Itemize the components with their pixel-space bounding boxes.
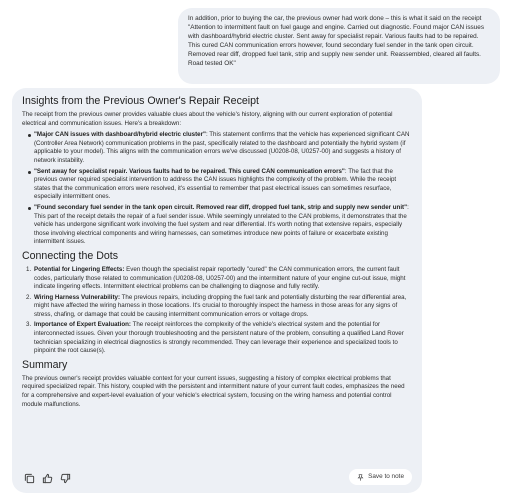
copy-button[interactable]	[22, 471, 36, 485]
connecting-dots-list	[22, 266, 412, 356]
receipt-breakdown-list	[22, 131, 412, 247]
thumbs-up-button[interactable]	[40, 471, 54, 485]
list-item	[34, 131, 412, 165]
list-item	[26, 321, 412, 355]
list-item-bold: "Found secondary fuel sender in the tank open circuit. Removed rear diff, dropped fuel tank, strip and supply new sender unit"	[34, 203, 408, 211]
list-item-text: : The fact that the previous owner required specialist intervention to address the CAN issues highlights the complexity of the problem. While the receipt states that the communication errors were resolved, it's essential to remember that past electrical issues can sometimes resurface, especially intermittent ones.	[34, 167, 397, 201]
heading-summary: Summary	[22, 358, 68, 371]
list-item-bold: Potential for Lingering Effects:	[34, 265, 125, 273]
list-number: 2.	[26, 293, 32, 301]
list-item-text: : This statement confirms that the vehicle has experienced significant CAN (Controller Area Network) communication problems in the past, specifically related to the dashboard and potentially the hybrid system (if applicable to your model). This aligns with the communication errors we've discussed (U0208-08, U0257-00) and suggests a history of network instability.	[34, 131, 410, 164]
intro-paragraph: The receipt from the previous owner provides valuable clues about the vehicle's history, aligning with our current exploration of potential electrical and communication issues. Here's a breakdown:	[22, 111, 393, 127]
list-item-bold: "Major CAN issues with dashboard/hybrid electric cluster"	[34, 131, 206, 139]
list-item-text: Even though the specialist repair reportedly "cured" the CAN communication errors, the current fault codes, particularly those related to communication (U0208-08, U0257-00) and the intermittent nature of your engine cut-out issue, might indicate lingering effects. Intermittent electrical problems can be challenging to diagnose and fully rectify.	[34, 265, 406, 291]
user-message-text: In addition, prior to buying the car, the previous owner had work done – this is what it said on the receipt "Attention to intermittent fault on fuel gauge and engine. Carried out diagnostic. Found major CAN issues with dashboard/hybrid electric cluster. Sent away for specialist repair. Various faults had to be repaired. This cured CAN communication errors however, found secondary fuel sender in the tank open circuit. Removed rear diff, dropped fuel tank, strip and supply new sender unit. Reassembled, cleared all faults. Road tested OK"	[188, 15, 485, 68]
list-item	[26, 293, 412, 320]
thumbs-up-icon	[42, 473, 53, 484]
list-item	[34, 204, 412, 247]
list-number: 3.	[26, 321, 32, 329]
copy-icon	[24, 473, 35, 484]
list-number: 1.	[26, 265, 32, 273]
thumbs-down-icon	[60, 473, 71, 484]
heading-connecting-dots: Connecting the Dots	[22, 249, 118, 262]
assistant-response-card	[12, 88, 422, 493]
save-to-note-button[interactable]	[349, 469, 412, 485]
list-item-text: The receipt reinforces the complexity of the vehicle's electrical system and the potential for interconnected issues. Given your thorough troubleshooting and the persistent nature of the problem, consulting a qualified Land Rover technician specializing in electrical diagnostics is strongly recommended. They can leverage their experience and specialized tools to pinpoint the root cause(s).	[34, 321, 404, 355]
user-message-bubble	[178, 8, 500, 84]
list-item	[34, 168, 412, 202]
list-item-bold: "Sent away for specialist repair. Various faults had to be repaired. This cured CAN communication errors"	[34, 167, 345, 175]
list-item-bold: Importance of Expert Evaluation:	[34, 321, 131, 329]
save-to-note-label: Save to note	[368, 473, 404, 480]
list-item-text: The previous repairs, including dropping the fuel tank and potentially disturbing the rear differential area, might have affected the wiring harness in those locations. It's crucial to thoroughly inspect the harness in those areas for any signs of stress, chafing, or damage that could be causing intermittent communication errors or voltage drops.	[34, 293, 407, 318]
heading-insights: Insights from the Previous Owner's Repair Receipt	[22, 95, 259, 107]
response-action-bar	[22, 471, 412, 487]
thumbs-down-button[interactable]	[58, 471, 72, 485]
pin-icon	[357, 474, 364, 481]
list-item-text: : This part of the receipt details the repair of a fuel sender issue. While seemingly unrelated to the CAN problems, it demonstrates that the vehicle has undergone significant work involving the fuel system and rear differential. It's worth noting that extensive repairs, especially those involving electrical components and wiring harnesses, can sometimes introduce new points of failure or exacerbate existing intermittent issues.	[34, 203, 409, 246]
list-item	[26, 265, 412, 292]
summary-paragraph: The previous owner's receipt provides valuable context for your current issues, suggesting a history of complex electrical problems that required specialized repair. This history, coupled with the persistent and intermittent nature of your current fault codes, emphasizes the need for a comprehensive and expert-level evaluation of your vehicle's electrical system, focusing on the wiring harness and potential control module malfunctions.	[22, 374, 405, 408]
list-item-bold: Wiring Harness Vulnerability:	[34, 293, 121, 301]
